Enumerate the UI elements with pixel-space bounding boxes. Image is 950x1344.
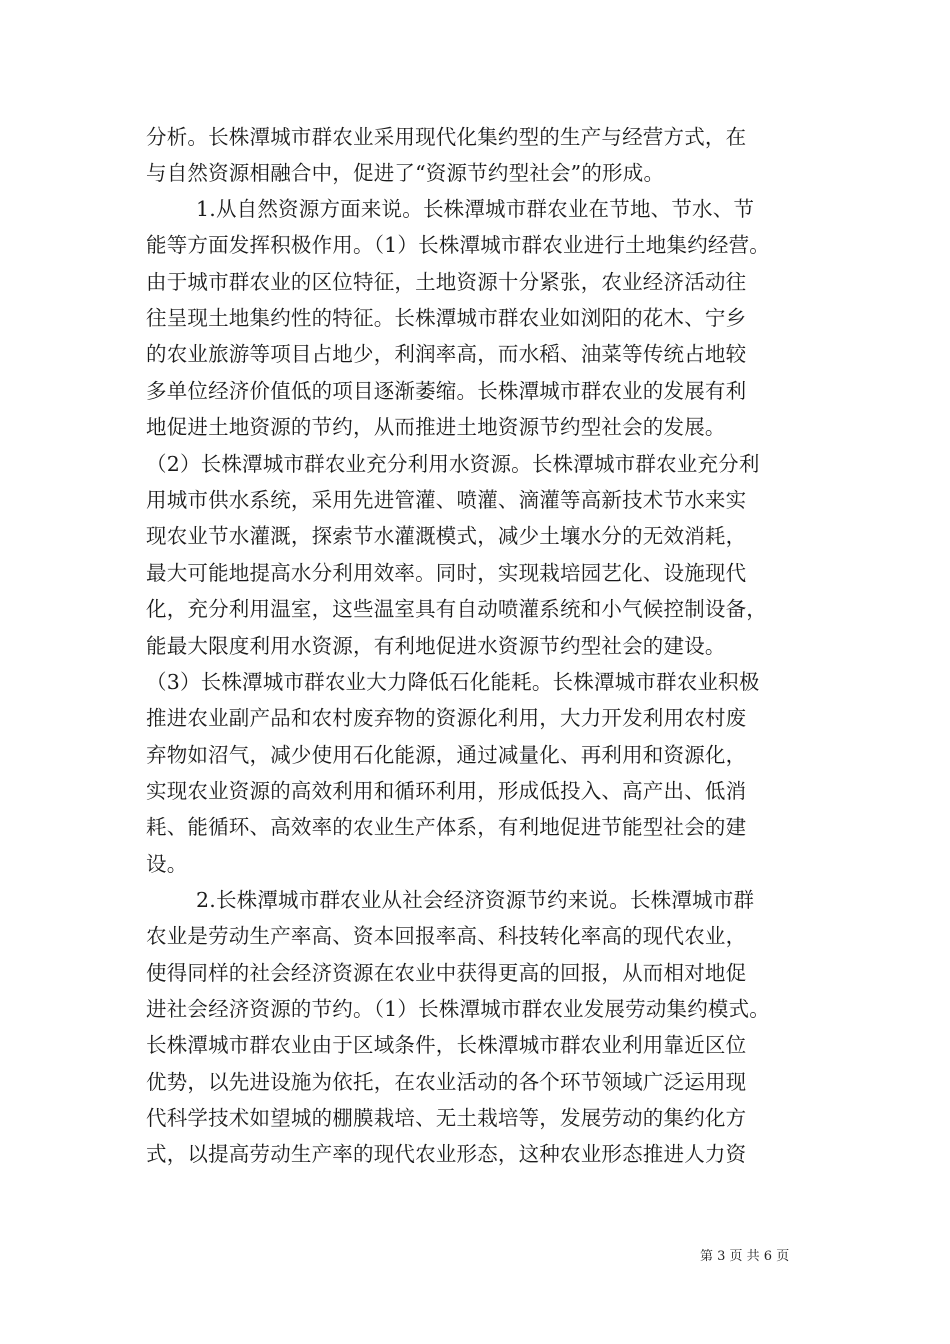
page-number-footer: 第 3 页 共 6 页	[700, 1249, 790, 1264]
text-line-20: 耗、能循环、高效率的农业生产体系，有利地促进节能型社会的建	[146, 815, 747, 839]
text-line-1: 分析。长株潭城市群农业采用现代化集约型的生产与经营方式，在	[146, 125, 747, 149]
text-line-21: 设。	[146, 852, 188, 876]
text-line-6: 往呈现土地集约性的特征。长株潭城市群农业如浏阳的花木、宁乡	[146, 306, 747, 330]
text-line-10: （2）长株潭城市群农业充分利用水资源。长株潭城市群农业充分利	[146, 452, 760, 476]
text-line-19: 实现农业资源的高效利用和循环利用，形成低投入、高产出、低消	[146, 779, 747, 803]
text-line-28: 代科学技术如望城的棚膜栽培、无土栽培等，发展劳动的集约化方	[146, 1106, 747, 1130]
text-line-25: 进社会经济资源的节约。（1）长株潭城市群农业发展劳动集约模式。	[146, 997, 770, 1021]
text-line-29: 式，以提高劳动生产率的现代农业形态，这种农业形态推进人力资	[146, 1142, 747, 1166]
text-line-22: 2.长株潭城市群农业从社会经济资源节约来说。长株潭城市群	[196, 888, 755, 912]
text-line-5: 由于城市群农业的区位特征，土地资源十分紧张，农业经济活动往	[146, 270, 747, 294]
text-line-24: 使得同样的社会经济资源在农业中获得更高的回报，从而相对地促	[146, 961, 747, 985]
text-line-3: 1.从自然资源方面来说。长株潭城市群农业在节地、节水、节	[196, 197, 755, 221]
text-line-13: 最大可能地提高水分利用效率。同时，实现栽培园艺化、设施现代	[146, 561, 747, 585]
text-line-26: 长株潭城市群农业由于区域条件，长株潭城市群农业利用靠近区位	[146, 1033, 747, 1057]
text-line-9: 地促进土地资源的节约，从而推进土地资源节约型社会的发展。	[146, 415, 726, 439]
text-line-11: 用城市供水系统，采用先进管灌、喷灌、滴灌等高新技术节水来实	[146, 488, 747, 512]
text-line-27: 优势，以先进设施为依托，在农业活动的各个环节领域广泛运用现	[146, 1070, 747, 1094]
text-line-23: 农业是劳动生产率高、资本回报率高、科技转化率高的现代农业，	[146, 924, 747, 948]
text-line-15: 能最大限度利用水资源，有利地促进水资源节约型社会的建设。	[146, 634, 726, 658]
text-line-8: 多单位经济价值低的项目逐渐萎缩。长株潭城市群农业的发展有利	[146, 379, 747, 403]
text-line-17: 推进农业副产品和农村废弃物的资源化利用，大力开发利用农村废	[146, 706, 747, 730]
text-line-4: 能等方面发挥积极作用。（1）长株潭城市群农业进行土地集约经营。	[146, 233, 770, 257]
text-line-14: 化，充分利用温室，这些温室具有自动喷灌系统和小气候控制设备，	[146, 597, 767, 621]
text-line-18: 弃物如沼气，减少使用石化能源，通过减量化、再利用和资源化，	[146, 743, 747, 767]
text-line-16: （3）长株潭城市群农业大力降低石化能耗。长株潭城市群农业积极	[146, 670, 760, 694]
text-line-2: 与自然资源相融合中，促进了“资源节约型社会”的形成。	[146, 161, 665, 185]
text-line-12: 现农业节水灌溉，探索节水灌溉模式，减少土壤水分的无效消耗，	[146, 524, 747, 548]
text-line-7: 的农业旅游等项目占地少，利润率高，而水稻、油菜等传统占地较	[146, 342, 747, 366]
